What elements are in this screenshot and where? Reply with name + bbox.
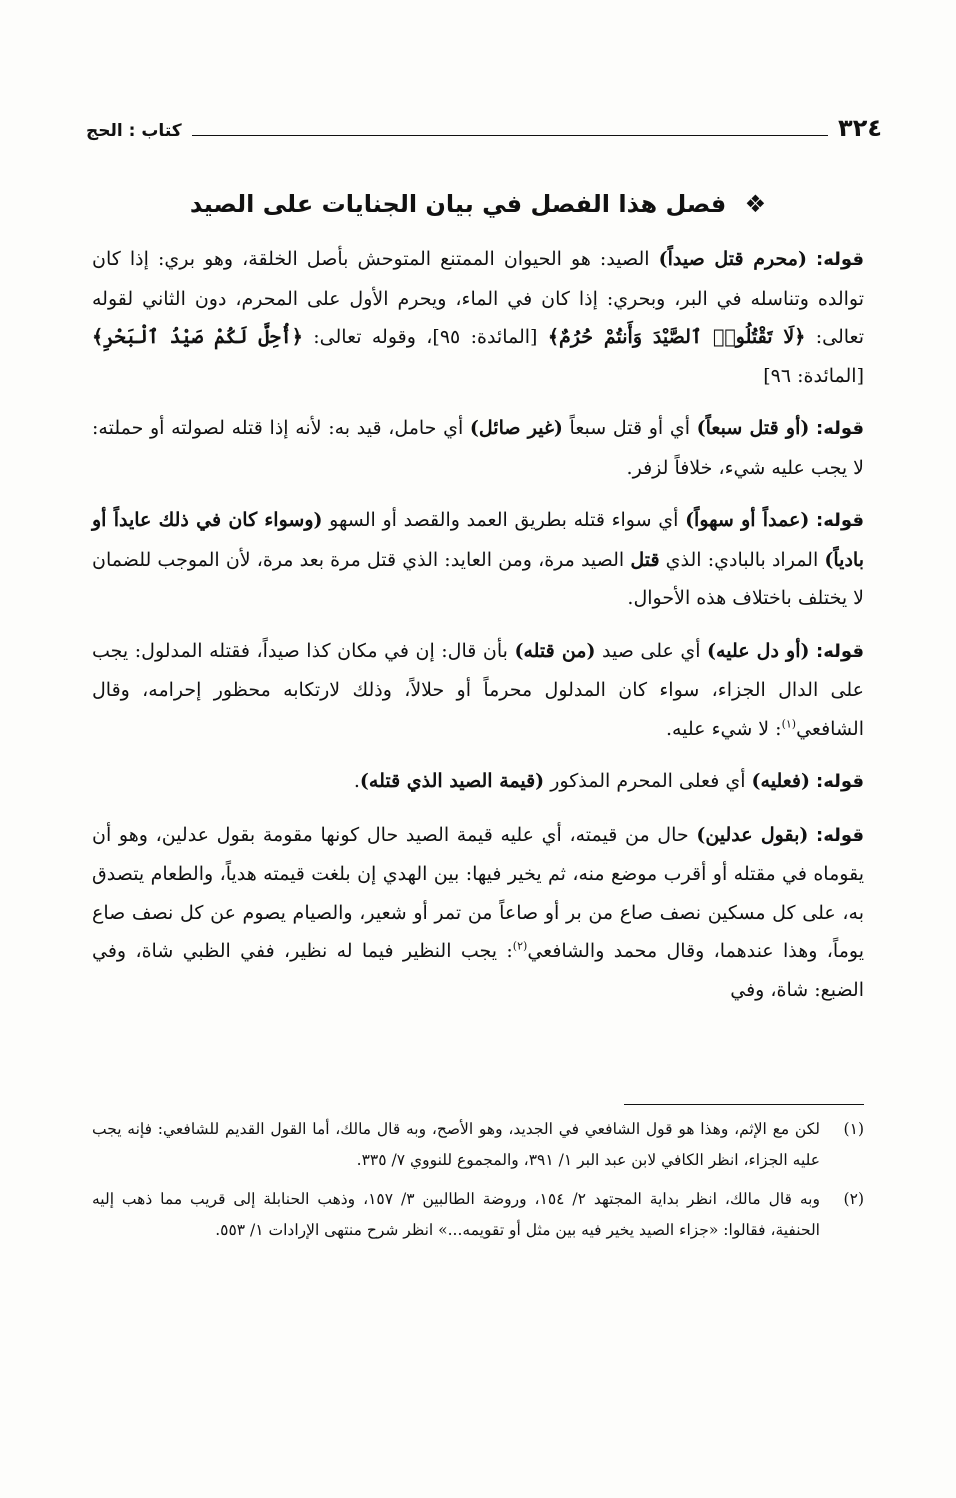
quoted-matn: قتل [630, 548, 660, 571]
ornament-icon: ❖ [744, 190, 767, 218]
keyword-qawluh: قوله: [816, 824, 864, 846]
footnote-1 [92, 1114, 864, 1176]
paragraph-5 [92, 762, 864, 802]
commentary-text: أي فعلى المحرم المذكور [544, 770, 752, 792]
quoted-matn: (قيمة الصيد الذي قتله) [359, 770, 545, 792]
section-heading-text: فصل هذا الفصل في بيان الجنايات على الصيد [189, 190, 727, 218]
keyword-qawluh: قوله: [816, 418, 864, 439]
quran-verse: ﴿لَا تَقْتُلُوا۟ ٱلصَّيْدَ وَأَنتُمْ حُرُمٌ﴾ [547, 326, 806, 348]
commentary-text: أي على صيد [595, 639, 708, 662]
quoted-matn: (من قتله) [514, 639, 596, 662]
quoted-matn: (محرم قتل صيداً) [658, 248, 807, 270]
quoted-matn: (غير صائل) [469, 417, 563, 439]
commentary-text: أي سواء قتله بطريق العمد والقصد أو السهو [322, 509, 686, 531]
footnote-text: وبه قال مالك، انظر بداية المجتهد ٢/ ١٥٤، وروضة الطالبين ٣/ ١٥٧، وذهب الحنابلة إلى قريب مما ذهب إليه الحنفية، فقالوا: «جزاء الصيد يخير فيه بين مثل أو تقويمه...» انظر شرح منتهى الإرادات ١/ ٥٥٣. [92, 1190, 820, 1239]
commentary-text: : لا شيء عليه. [665, 717, 782, 740]
main-text [92, 240, 864, 1023]
commentary-text: المراد بالبادي: الذي [659, 548, 825, 571]
verse-reference: [المائدة: ٩٦] [763, 364, 864, 387]
commentary-text: أي حامل، قيد به: لأنه إذا قتله لصولته أو حملته: لا يجب عليه شيء، خلافاً لزفر. [92, 417, 864, 479]
commentary-text: حال من قيمته، أي عليه قيمة الصيد حال كونها مقومة بقول عدلين، وهو أن يقوماه في مقتله أو أقرب موضع منه، ثم يخير فيها: بين الهدي إن بلغت قيمته هدياً، والطعام يتصدق به، على كل مسكين نصف صاع من بر أو صاعاً من تمر أو شعير، والصيام يصوم عن كل نصف صاع يوماً، وهذا عندهما، وقال محمد والشافعي [92, 823, 864, 962]
paragraph-2 [92, 409, 864, 487]
quran-verse: ﴿أُحِلَّ لَكُمْ صَيْدُ ٱلْبَحْرِ﴾ [92, 326, 303, 348]
footnote-number: (١) [843, 1120, 864, 1138]
page-header [86, 108, 882, 142]
section-heading [80, 184, 876, 224]
quoted-matn: (فعليه) [751, 770, 810, 792]
quoted-matn: (عمداً أو سهواً) [685, 509, 810, 531]
keyword-qawluh: قوله: [816, 249, 864, 270]
paragraph-3 [92, 501, 864, 618]
commentary-text: الصيد مرة، ومن العايد: الذي قتل مرة بعد مرة، لأن الموجب للضمان لا يختلف باختلاف هذه الأحوال. [92, 548, 864, 609]
paragraph-6 [92, 816, 864, 1010]
quoted-matn: (وسواء كان في ذلك عايداً أو بادياً) [92, 509, 864, 571]
commentary-text: الصيد: هو الحيوان الممتنع المتوحش بأصل الخلقة، وهو بري: إذا كان توالده وتناسله في البر، وبحري: إذا كان في الماء، ويحرم الأول على المحرم، دون الثاني لقوله تعالى: [92, 248, 865, 348]
quoted-matn: (أو قتل سبعاً) [696, 417, 810, 439]
commentary-text: أي أو قتل سبعاً [562, 417, 697, 439]
footnote-separator [624, 1104, 864, 1105]
keyword-qawluh: قوله: [816, 510, 864, 531]
page-number: ٣٢٤ [838, 114, 882, 142]
quoted-matn: (أو دل عليه) [707, 639, 810, 662]
paragraph-4 [92, 632, 864, 749]
footnotes [92, 1114, 864, 1254]
commentary-text: . [353, 770, 360, 792]
commentary-text: : يجب النظير فيما له نظير، ففي الظبي شاة، وفي الضبع: شاة، وفي [92, 940, 864, 1001]
footnote-number: (٢) [843, 1190, 864, 1208]
paragraph-1 [92, 240, 864, 395]
header-rule [192, 135, 828, 136]
footnote-2 [92, 1184, 864, 1246]
footnote-marker[interactable]: (١) [781, 717, 797, 731]
keyword-qawluh: قوله: [816, 640, 864, 662]
commentary-text: بأن قال: إن في مكان كذا صيداً، فقتله المدلول: يجب على الدال الجزاء، سواء كان المدلول محرماً أو حلالاً، وذلك لارتكابه محظور إحرامه، وقال الشافعي [92, 639, 864, 740]
running-title: كتاب : الحج [86, 121, 182, 141]
verse-reference: [المائدة: ٩٥]، وقوله تعالى: [302, 326, 548, 348]
footnote-marker[interactable]: (٢) [512, 939, 528, 953]
keyword-qawluh: قوله: [816, 771, 864, 792]
quoted-matn: (بقول عدلين) [696, 823, 809, 846]
footnote-text: لكن مع الإثم، وهذا هو قول الشافعي في الجديد، وهو الأصح، وبه قال مالك، أما القول القديم للشافعي: فإنه يجب عليه الجزاء، انظر الكافي لابن عبد البر ١/ ٣٩١، والمجموع للنووي ٧/ ٣٣٥. [92, 1120, 820, 1169]
